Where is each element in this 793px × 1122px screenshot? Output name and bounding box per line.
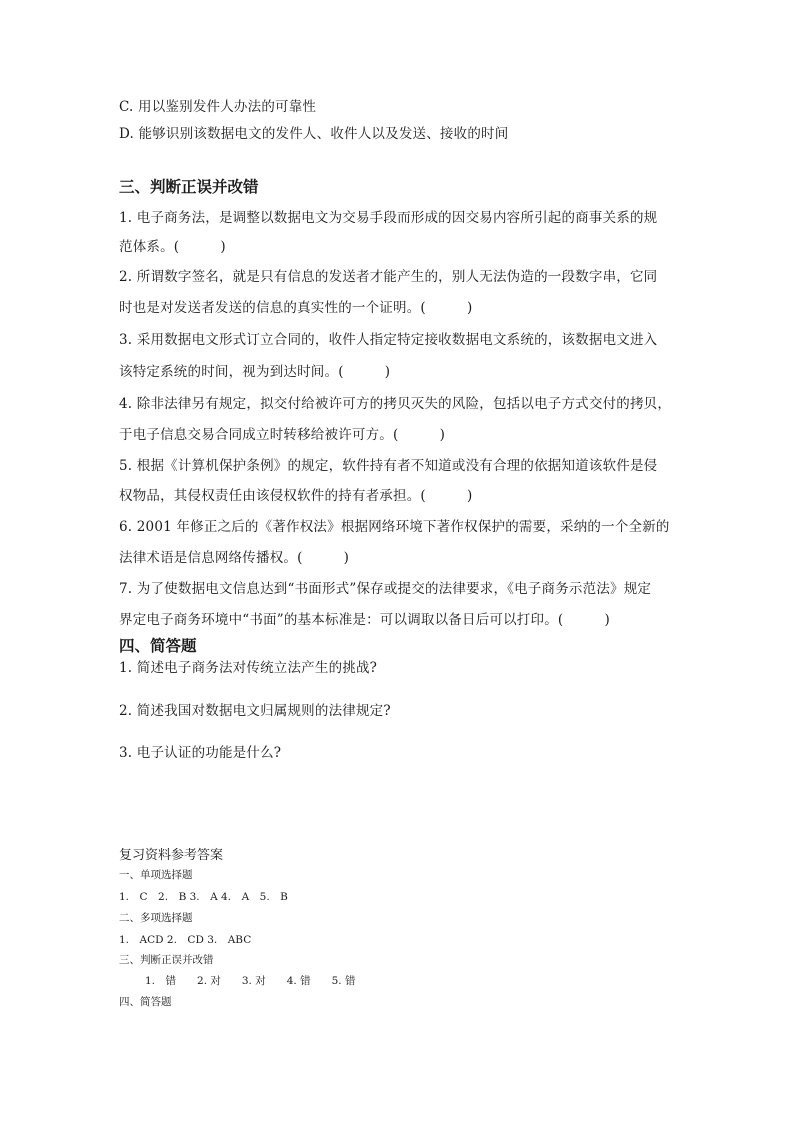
short-question: 2. 简述我国对数据电文归属规则的法律规定? [119,703,391,719]
question-line: 该特定系统的时间，视为到达时间。( ) [119,364,391,380]
section-3-heading: 三、判断正误并改错 [119,178,259,196]
question-line: 时也是对发送者发送的信息的真实性的一个证明。( ) [119,300,473,316]
question-line: 法律术语是信息网络传播权。( ) [119,550,350,566]
answers-single-heading: 一、单项选择题 [119,869,193,881]
question-line: 界定电子商务环境中“书面”的基本标准是：可以调取以备日后可以打印。( ) [119,612,610,628]
answers-title: 复习资料参考答案 [119,848,224,863]
question-line: 范体系。( ) [119,239,226,255]
question-line: 3. 采用数据电文形式订立合同的，收件人指定特定接收数据电文系统的，该数据电文进入 [119,332,658,348]
question-line: 7. 为了使数据电文信息达到“书面形式”保存或提交的法律要求，《电子商务示范法》规定 [119,581,652,597]
section-4-heading: 四、简答题 [119,637,197,655]
answers-multi-heading: 二、多项选择题 [119,912,193,924]
option-d: D. 能够识别该数据电文的发件人、收件人以及发送、接收的时间 [119,126,509,142]
answers-judge-line: 1. 错 2. 对 3. 对 4. 错 5. 错 [145,975,356,987]
question-line: 于电子信息交易合同成立时转移给被许可方。( ) [119,427,446,443]
answers-single-line: 1. C 2. B 3. A 4. A 5. B [119,891,288,903]
question-line: 1. 电子商务法，是调整以数据电文为交易手段而形成的因交易内容所引起的商事关系的规 [119,210,658,226]
option-c: C. 用以鉴别发件人办法的可靠性 [119,99,317,115]
short-question: 3. 电子认证的功能是什么? [119,745,282,761]
question-line: 4. 除非法律另有规定，拟交付给被许可方的拷贝灭失的风险，包括以电子方式交付的拷贝， [119,396,672,412]
answers-short-heading: 四、简答题 [119,996,172,1008]
question-line: 6. 2001 年修正之后的《著作权法》根据网络环境下著作权保护的需要，采纳的一个全新的 [119,519,670,535]
answers-multi-line: 1. ACD 2. CD 3. ABC [119,934,252,946]
question-line: 5. 根据《计算机保护条例》的规定，软件持有者不知道或没有合理的依据知道该软件是侵 [119,458,658,474]
answers-judge-heading: 三、判断正误并改错 [119,954,214,966]
short-question: 1. 简述电子商务法对传统立法产生的挑战? [119,660,378,676]
question-line: 权物品，其侵权责任由该侵权软件的持有者承担。( ) [119,488,473,504]
question-line: 2. 所谓数字签名，就是只有信息的发送者才能产生的，别人无法伪造的一段数字串，它同 [119,269,658,285]
